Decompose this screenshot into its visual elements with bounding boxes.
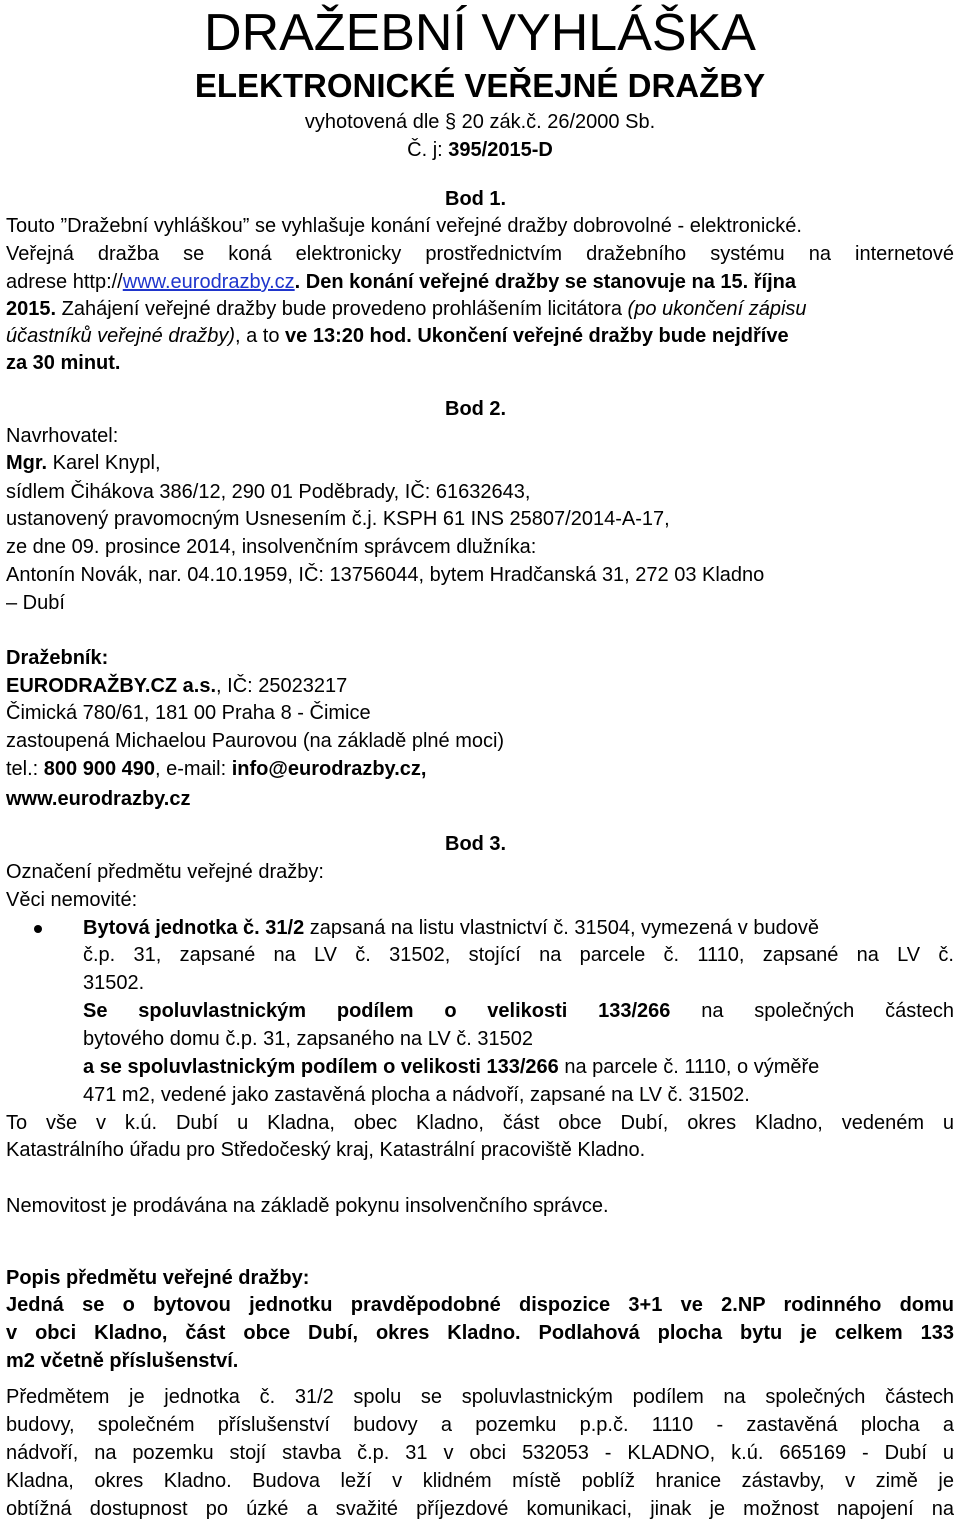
email-value: info@eurodrazby.cz, bbox=[231, 758, 427, 780]
tel-value: 800 900 490 bbox=[43, 758, 156, 780]
unit-number: Bytová jednotka č. 31/2 bbox=[83, 917, 305, 939]
bod1-line-5 bbox=[6, 324, 789, 348]
description-bold-line-3: m2 včetně příslušenství. bbox=[6, 1350, 239, 1372]
description-bold-line-1: Jedná se o bytovou jednotku pravděpodobné dispozice 3+1 ve 2.NP rodinného domu bbox=[6, 1294, 954, 1316]
item-line-5: bytového domu č.p. 31, zapsaného na LV č. 31502 bbox=[83, 1028, 533, 1050]
item-line-4 bbox=[83, 999, 954, 1023]
bod1-line-2: Veřejná dražba se koná elektronicky prostřednictvím dražebního systému na internetové bbox=[6, 243, 954, 265]
section-heading-bod-2: Bod 2. bbox=[445, 398, 507, 420]
land-parcel: na parcele č. 1110, o výměře bbox=[558, 1056, 820, 1078]
proposer-appointment-date: ze dne 09. prosince 2014, insolvenčním správcem dlužníka: bbox=[6, 536, 537, 558]
description-bold-line-2: v obci Kladno, část obce Dubí, okres Kladno. Podlahová plocha bytu je celkem 133 bbox=[6, 1322, 954, 1344]
eurodrazby-link[interactable]: www.eurodrazby.cz bbox=[122, 271, 295, 293]
auctioneer-label: Dražebník: bbox=[6, 647, 109, 669]
unit-registration: zapsaná na listu vlastnictví č. 31504, vymezená v budově bbox=[304, 917, 819, 939]
email-label: , e-mail: bbox=[155, 758, 232, 780]
auctioneer-representative: zastoupená Michaelou Paurovou (na základě plné moci) bbox=[6, 730, 505, 752]
issued-law: 20 zák.č. 26/2000 Sb. bbox=[461, 111, 656, 133]
auction-year: 2015. bbox=[6, 298, 57, 320]
reference-prefix: Č. j: bbox=[407, 139, 443, 161]
auction-start-text: Zahájení veřejné dražby bude provedeno prohlášením licitátora bbox=[56, 298, 628, 320]
auctioneer-web: www.eurodrazby.cz bbox=[6, 788, 191, 810]
item-line-3: 31502. bbox=[83, 972, 145, 994]
bullet-icon bbox=[34, 925, 42, 933]
section-sign: § bbox=[444, 111, 457, 133]
document-subtitle: ELEKTRONICKÉ VEŘEJNÉ DRAŽBY bbox=[194, 67, 766, 104]
section-heading-bod-1: Bod 1. bbox=[445, 188, 507, 210]
auction-date-text: . Den konání veřejné dražby se stanovuje na 15. října bbox=[294, 271, 796, 293]
auctioneer-contact bbox=[6, 757, 426, 781]
description-line-5: obtížná dostupnost po úzké a svažité příjezdové komunikaci, jinak je možnost napojení na bbox=[6, 1498, 954, 1520]
bod1-line-3 bbox=[6, 270, 796, 294]
issued-by-law bbox=[0, 110, 960, 134]
bod1-line-4 bbox=[6, 297, 807, 321]
co-ownership-share: Se spoluvlastnickým podílem o velikosti 133/266 bbox=[83, 1000, 671, 1022]
debtor-details: Antonín Novák, nar. 04.10.1959, IČ: 13756044, bytem Hradčanská 31, 272 03 Kladno bbox=[6, 564, 765, 586]
section-heading-bod-3: Bod 3. bbox=[445, 833, 507, 855]
land-share: a se spoluvlastnickým podílem o velikosti 133/266 bbox=[83, 1056, 559, 1078]
bod1-line-6: za 30 minut. bbox=[6, 352, 121, 374]
auction-end-text: . Ukončení veřejné dražby bude nejdříve bbox=[406, 325, 789, 347]
things-label: Věci nemovité: bbox=[6, 889, 138, 911]
description-label: Popis předmětu veřejné dražby: bbox=[6, 1267, 310, 1289]
reference-value: 395/2015-D bbox=[448, 139, 553, 161]
item-line-7: 471 m2, vedené jako zastavěná plocha a nádvoří, zapsané na LV č. 31502. bbox=[83, 1084, 750, 1106]
co-ownership-scope: na společných částech bbox=[670, 1000, 954, 1022]
cadastre-line-2: Katastrálního úřadu pro Středočeský kraj, Katastrální pracoviště Kladno. bbox=[6, 1139, 646, 1161]
description-line-3: nádvoří, na pozemku stojí stavba č.p. 31 v obci 532053 - KLADNO, k.ú. 665169 - Dubí u bbox=[6, 1442, 954, 1464]
item-line-1 bbox=[83, 916, 819, 940]
item-line-2: č.p. 31, zapsané na LV č. 31502, stojící na parcele č. 1110, zapsané na LV č. bbox=[83, 944, 954, 966]
auction-time: ve 13:20 hod bbox=[285, 325, 407, 347]
proposer-label: Navrhovatel: bbox=[6, 425, 119, 447]
sale-basis: Nemovitost je prodávána na základě pokynu insolvenčního správce. bbox=[6, 1195, 609, 1217]
auction-start-note-end: účastníků veřejné dražby) bbox=[6, 325, 236, 347]
auctioneer-address: Čimická 780/61, 181 00 Praha 8 - Čimice bbox=[6, 702, 371, 724]
auctioneer-company: EURODRAŽBY.CZ a.s. bbox=[6, 675, 217, 697]
reference-number bbox=[0, 138, 960, 162]
auctioneer-id: , IČ: 25023217 bbox=[216, 675, 348, 697]
subject-label: Označení předmětu veřejné dražby: bbox=[6, 861, 324, 883]
bod1-url-prefix: adrese http:// bbox=[6, 271, 123, 293]
issued-prefix: vyhotovená dle bbox=[304, 111, 440, 133]
description-line-1: Předmětem je jednotka č. 31/2 spolu se spoluvlastnickým podílem na společných částech bbox=[6, 1386, 954, 1408]
cadastre-line-1: To vše v k.ú. Dubí u Kladna, obec Kladno, část obce Dubí, okres Kladno, vedeném u bbox=[6, 1112, 954, 1134]
proposer-seat: sídlem Čihákova 386/12, 290 01 Poděbrady, IČ: 61632643, bbox=[6, 481, 531, 503]
item-line-6 bbox=[83, 1055, 819, 1079]
document-title: DRAŽEBNÍ VYHLÁŠKA bbox=[204, 4, 756, 62]
debtor-details-cont: – Dubí bbox=[6, 592, 65, 614]
bod1-line-1: Touto ”Dražební vyhláškou” se vyhlašuje konání veřejné dražby dobrovolné - elektronické. bbox=[6, 215, 802, 237]
proposer-comma: , bbox=[154, 452, 161, 474]
auctioneer-name bbox=[6, 674, 347, 698]
description-line-2: budovy, společném příslušenství budovy a pozemku p.p.č. 1110 - zastavěná plocha a bbox=[6, 1414, 954, 1436]
description-line-4: Kladna, okres Kladno. Budova leží v klidném místě poblíž hranice zástavby, v zimě je bbox=[6, 1470, 954, 1492]
tel-label: tel.: bbox=[6, 758, 44, 780]
auction-time-prefix: , a to bbox=[235, 325, 286, 347]
proposer-appointment: ustanovený pravomocným Usnesením č.j. KSPH 61 INS 25807/2014-A-17, bbox=[6, 508, 670, 530]
proposer-fullname: Karel Knypl bbox=[47, 452, 155, 474]
proposer-name bbox=[6, 451, 161, 475]
auction-start-note: (po ukončení zápisu bbox=[627, 298, 807, 320]
proposer-title: Mgr. bbox=[6, 452, 48, 474]
